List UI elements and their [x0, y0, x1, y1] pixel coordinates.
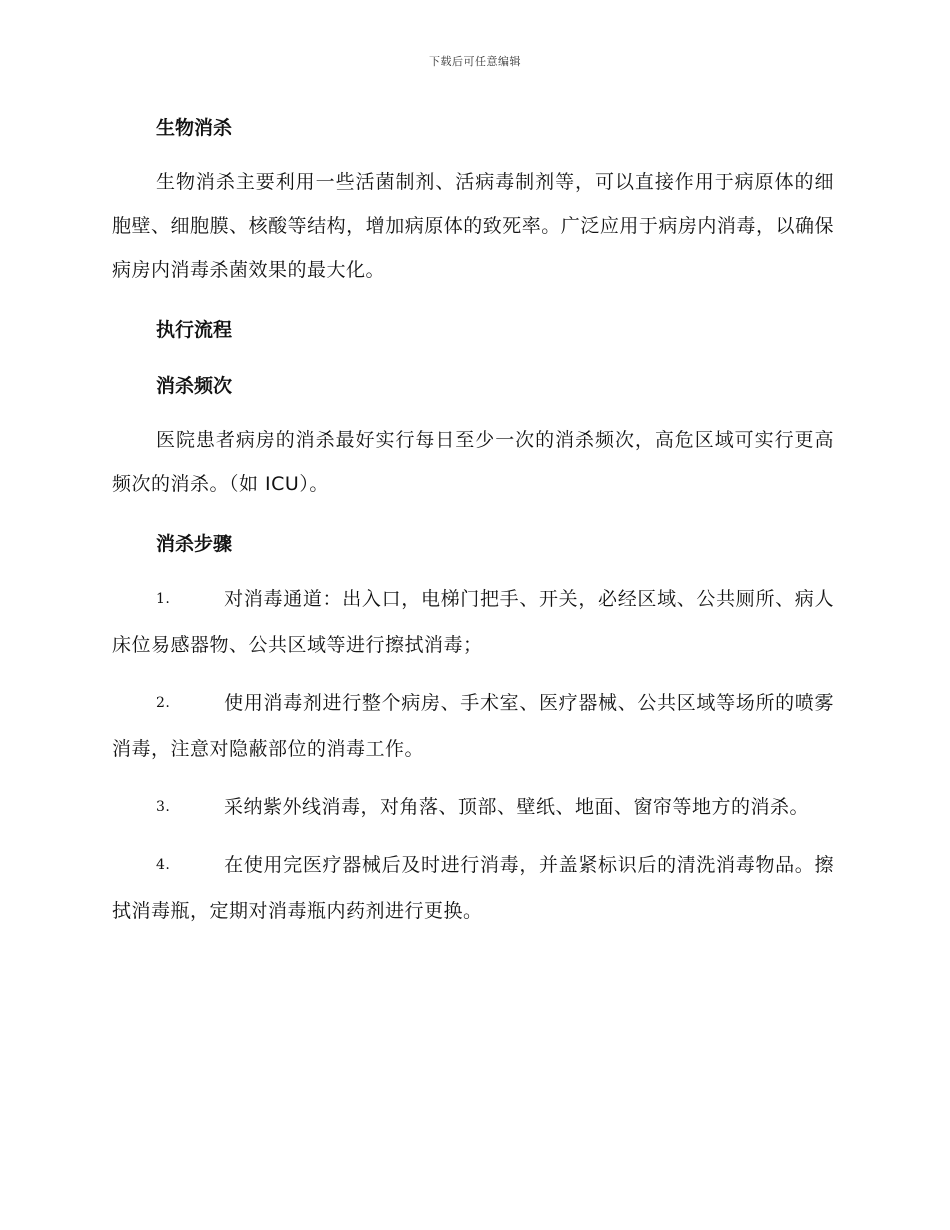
- page-header: 下载后可任意编辑: [429, 55, 521, 68]
- paragraph-bio: 生物消杀主要利用一些活菌制剂、活病毒制剂等，可以直接作用于病原体的细胞壁、细胞膜、核酸等结构，增加病原体的致死率。广泛应用于病房内消毒，以确保病房内消毒杀菌效果的最大化。: [112, 171, 834, 281]
- list-item-step-2: [112, 680, 834, 772]
- list-number: 3.: [156, 799, 171, 815]
- list-item-text: 采纳紫外线消毒，对角落、顶部、壁纸、地面、窗帘等地方的消杀。: [224, 796, 810, 818]
- section-heading-frequency: 消杀频次: [156, 375, 233, 397]
- list-item-step-3: [112, 784, 834, 830]
- list-item-text: 使用消毒剂进行整个病房、手术室、医疗器械、公共区域等场所的喷雾消毒，注意对隐蔽部位的消毒工作。: [112, 692, 834, 760]
- list-item-text: 在使用完医疗器械后及时进行消毒，并盖紧标识后的清洗消毒物品。擦拭消毒瓶，定期对消毒瓶内药剂进行更换。: [112, 854, 834, 922]
- paragraph-frequency: 医院患者病房的消杀最好实行每日至少一次的消杀频次，高危区域可实行更高频次的消杀。（如 ICU）。: [112, 429, 834, 495]
- list-number: 4.: [156, 857, 171, 873]
- document-body: [112, 110, 834, 934]
- section-heading-bio: 生物消杀: [156, 117, 233, 139]
- section-heading-process: 执行流程: [156, 319, 233, 341]
- list-item-text: 对消毒通道：出入口，电梯门把手、开关，必经区域、公共厕所、病人床位易感器物、公共区域等进行擦拭消毒；: [112, 588, 834, 656]
- section-heading-steps: 消杀步骤: [156, 533, 233, 555]
- list-item-step-4: [112, 842, 834, 934]
- list-number: 2.: [156, 695, 171, 711]
- list-item-step-1: [112, 576, 834, 668]
- list-number: 1.: [156, 591, 171, 607]
